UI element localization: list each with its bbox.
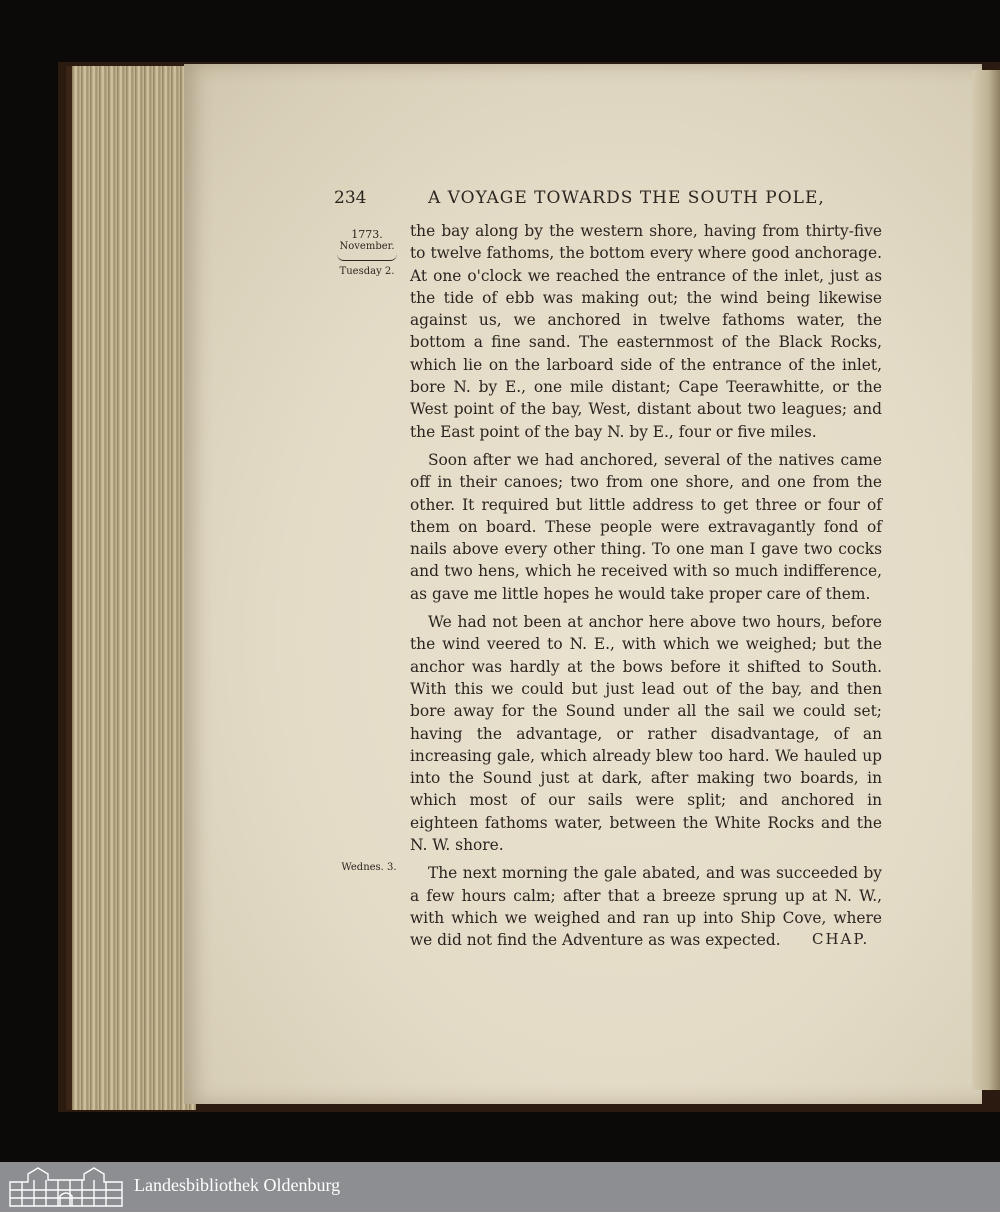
- page-header: [334, 186, 874, 216]
- body-text: [410, 220, 882, 958]
- page-number: 234: [334, 188, 367, 208]
- page-right-edge: [972, 70, 1000, 1090]
- margin-day-note: Wednes. 3.: [341, 862, 397, 873]
- catchword: CHAP.: [812, 930, 870, 948]
- margin-day-note: Tuesday 2.: [339, 266, 395, 277]
- brace-mark: [337, 254, 397, 261]
- paragraph: The next morning the gale abated, and was succeeded by a few hours calm; after that a breeze sprung up at N. W., with which we weighed and ran up into Ship Cove, where we did not find the Adventure as was expected.: [410, 864, 882, 950]
- paragraph: Soon after we had anchored, several of the natives came off in their canoes; two from one shore, and one from the other. It required but little address to get three or four of them on board. These people were extravagantly fond of nails above every other thing. To one man I gave two cocks and two hens, which he received with so much indifference, as gave me little hopes he would take proper care of them.: [410, 450, 882, 603]
- library-name: Landesbibliothek Oldenburg: [134, 1175, 341, 1195]
- margin-date-note: [334, 228, 400, 261]
- margin-year: 1773.: [351, 228, 383, 241]
- paragraph: the bay along by the western shore, having from thirty-five to twelve fathoms, the bottom every where good anchorage. At one o'clock we reached the entrance of the inlet, just as the tide of ebb was making out; the wind being likewise against us, we anchored in twelve fathoms water, the bottom a fine sand. The easternmost of the Black Rocks, which lie on the larboard side of the entrance of the inlet, bore N. by E., one mile distant; Cape Teerawhitte, or the West point of the bay, West, distant about two leagues; and the East point of the bay N. by E., four or five miles.: [410, 222, 882, 441]
- margin-month: November.: [339, 241, 395, 253]
- running-title: A VOYAGE TOWARDS THE SOUTH POLE,: [428, 188, 825, 208]
- footer-bar: [0, 1162, 1000, 1212]
- library-building-icon: [8, 1166, 124, 1208]
- page-edges: [66, 66, 196, 1110]
- paragraph: We had not been at anchor here above two hours, before the wind veered to N. E., with which we weighed; but the anchor was hardly at the bows before it shifted to South. With this we could but just lead out of the bay, and then bore away for the Sound under all the sail we could set; having the advantage, or rather disadvantage, of an increasing gale, which already blew too hard. We hauled up into the Sound just at dark, after making two boards, in which most of our sails were split; and anchored in eighteen fathoms water, between the White Rocks and the N. W. shore.: [410, 613, 882, 855]
